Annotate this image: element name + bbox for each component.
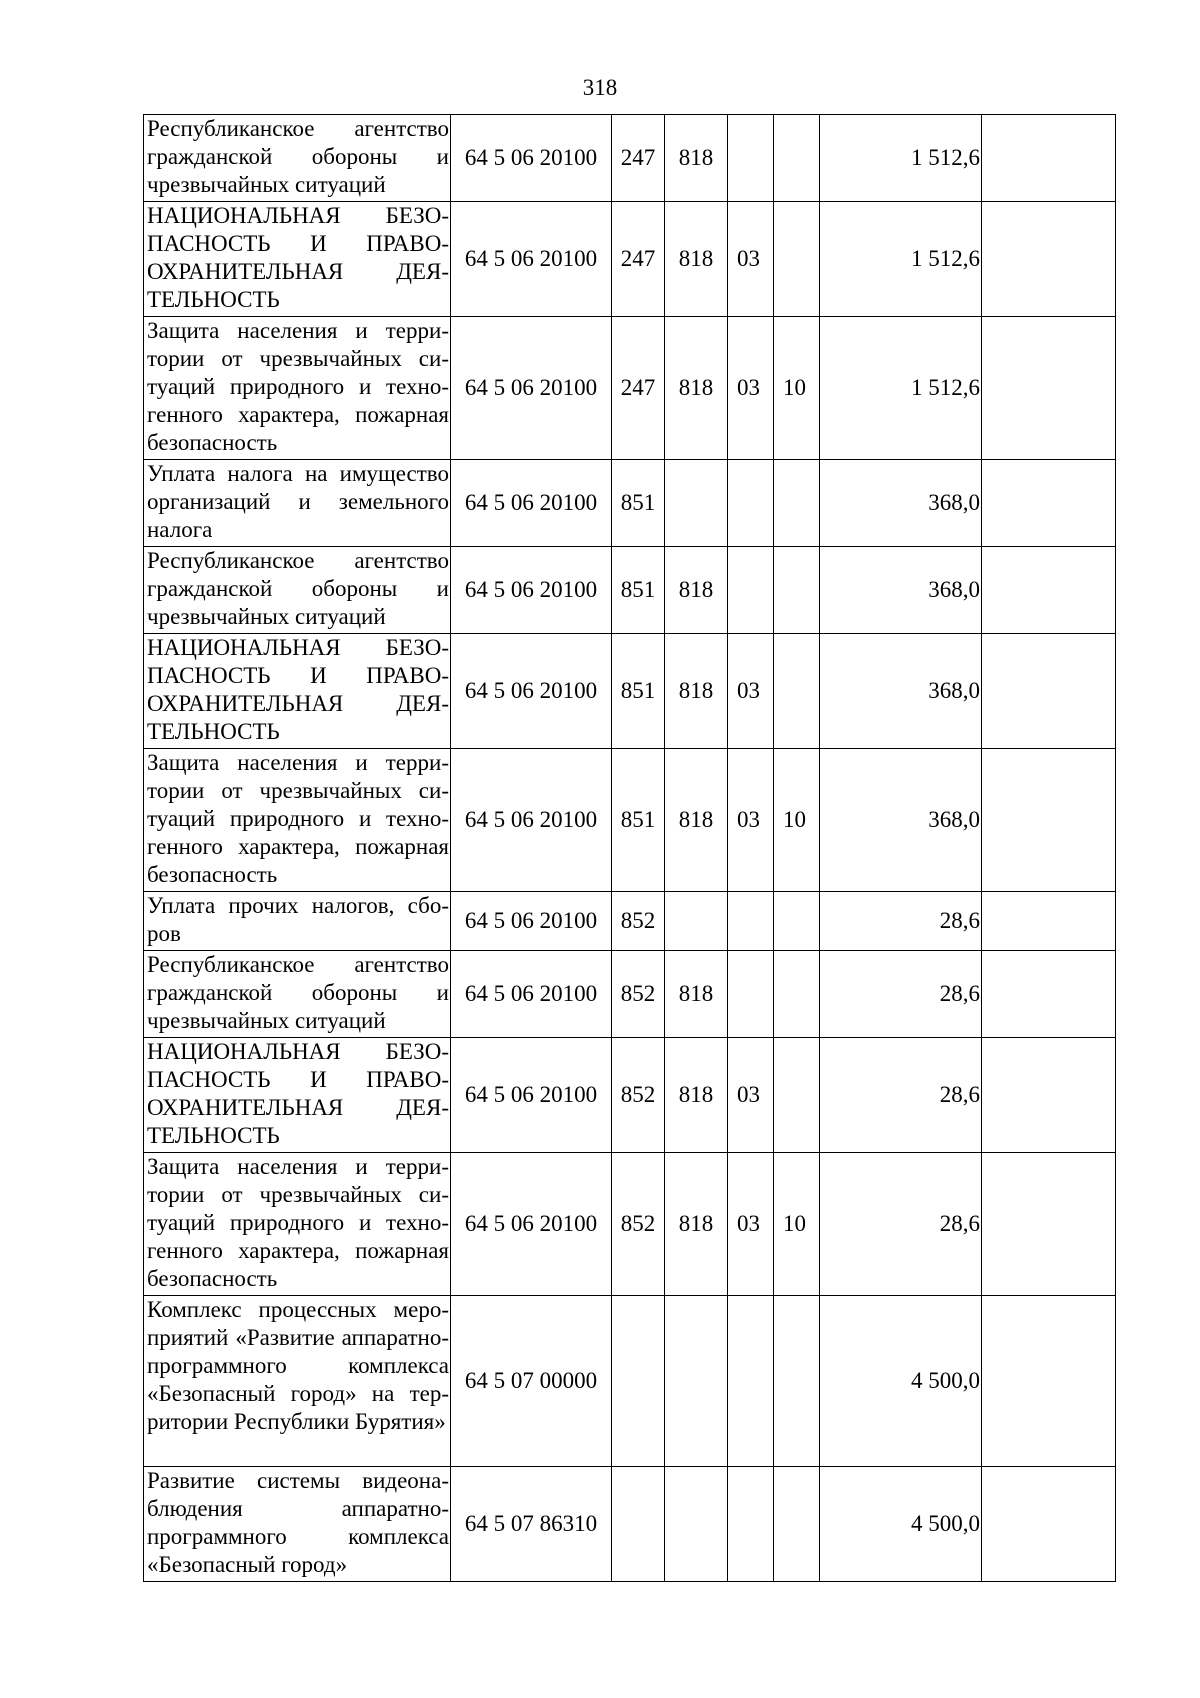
section-cell: 03 bbox=[728, 1038, 774, 1153]
table-row bbox=[144, 892, 1116, 951]
section-cell: 03 bbox=[728, 317, 774, 460]
amount-cell: 4 500,0 bbox=[820, 1467, 982, 1582]
expense-type-cell bbox=[612, 1296, 665, 1467]
expense-type-cell: 851 bbox=[612, 460, 665, 547]
table-row bbox=[144, 951, 1116, 1038]
expense-type-cell: 247 bbox=[612, 202, 665, 317]
target-article-cell: 64 5 06 20100 bbox=[451, 202, 612, 317]
amount-cell: 368,0 bbox=[820, 547, 982, 634]
table-row bbox=[144, 1467, 1116, 1582]
amount-cell: 28,6 bbox=[820, 951, 982, 1038]
subsection-cell bbox=[774, 115, 820, 202]
extra-cell bbox=[982, 202, 1116, 317]
row-name-cell: НАЦИОНАЛЬНАЯ БЕЗОПАСНОСТЬ И ПРАВООХРАНИТЕЛЬНАЯ ДЕЯТЕЛЬНОСТЬ bbox=[144, 202, 451, 317]
extra-cell bbox=[982, 1153, 1116, 1296]
section-cell bbox=[728, 892, 774, 951]
administrator-cell: 818 bbox=[665, 1153, 728, 1296]
target-article-cell: 64 5 06 20100 bbox=[451, 892, 612, 951]
amount-cell: 4 500,0 bbox=[820, 1296, 982, 1467]
section-cell: 03 bbox=[728, 202, 774, 317]
amount-cell: 368,0 bbox=[820, 634, 982, 749]
table-row bbox=[144, 202, 1116, 317]
section-cell: 03 bbox=[728, 634, 774, 749]
expense-type-cell: 247 bbox=[612, 115, 665, 202]
target-article-cell: 64 5 06 20100 bbox=[451, 951, 612, 1038]
table-row bbox=[144, 460, 1116, 547]
subsection-cell bbox=[774, 892, 820, 951]
page-number: 318 bbox=[582, 75, 618, 100]
target-article-cell: 64 5 06 20100 bbox=[451, 317, 612, 460]
administrator-cell: 818 bbox=[665, 951, 728, 1038]
administrator-cell: 818 bbox=[665, 749, 728, 892]
target-article-cell: 64 5 06 20100 bbox=[451, 1153, 612, 1296]
administrator-cell bbox=[665, 1467, 728, 1582]
row-name-cell: Уплата прочих налогов, сборов bbox=[144, 892, 451, 951]
subsection-cell bbox=[774, 460, 820, 547]
administrator-cell: 818 bbox=[665, 115, 728, 202]
table-row bbox=[144, 1038, 1116, 1153]
section-cell bbox=[728, 460, 774, 547]
administrator-cell: 818 bbox=[665, 202, 728, 317]
target-article-cell: 64 5 06 20100 bbox=[451, 460, 612, 547]
target-article-cell: 64 5 06 20100 bbox=[451, 634, 612, 749]
target-article-cell: 64 5 06 20100 bbox=[451, 547, 612, 634]
subsection-cell: 10 bbox=[774, 749, 820, 892]
row-name-cell: Защита населения и территории от чрезвычайных ситуаций природного и техногенного характера, пожарная безопасность bbox=[144, 1153, 451, 1296]
expense-type-cell bbox=[612, 1467, 665, 1582]
amount-cell: 1 512,6 bbox=[820, 317, 982, 460]
subsection-cell bbox=[774, 1467, 820, 1582]
section-cell: 03 bbox=[728, 749, 774, 892]
row-name-cell: Защита населения и территории от чрезвычайных ситуаций природного и техногенного характера, пожарная безопасность bbox=[144, 749, 451, 892]
row-name-cell: Развитие системы видеонаблюдения аппаратно-программного комплекса «Безопасный город» bbox=[144, 1467, 451, 1582]
expense-type-cell: 851 bbox=[612, 749, 665, 892]
target-article-cell: 64 5 07 00000 bbox=[451, 1296, 612, 1467]
expense-type-cell: 247 bbox=[612, 317, 665, 460]
extra-cell bbox=[982, 634, 1116, 749]
row-name-cell: НАЦИОНАЛЬНАЯ БЕЗОПАСНОСТЬ И ПРАВООХРАНИТЕЛЬНАЯ ДЕЯТЕЛЬНОСТЬ bbox=[144, 1038, 451, 1153]
table-row bbox=[144, 634, 1116, 749]
row-name-cell: Республиканское агентство гражданской обороны и чрезвычайных ситуаций bbox=[144, 547, 451, 634]
table-row bbox=[144, 1153, 1116, 1296]
section-cell bbox=[728, 115, 774, 202]
target-article-cell: 64 5 06 20100 bbox=[451, 749, 612, 892]
row-name-cell: Комплекс процессных мероприятий «Развитие аппаратно-программного комплекса «Безопасный город» на территории Республики Бурятия» bbox=[144, 1296, 451, 1467]
subsection-cell bbox=[774, 1038, 820, 1153]
extra-cell bbox=[982, 749, 1116, 892]
amount-cell: 28,6 bbox=[820, 1153, 982, 1296]
administrator-cell: 818 bbox=[665, 547, 728, 634]
amount-cell: 1 512,6 bbox=[820, 115, 982, 202]
section-cell: 03 bbox=[728, 1153, 774, 1296]
table-row bbox=[144, 547, 1116, 634]
budget-table bbox=[143, 114, 1116, 1582]
section-cell bbox=[728, 547, 774, 634]
section-cell bbox=[728, 1296, 774, 1467]
subsection-cell: 10 bbox=[774, 1153, 820, 1296]
row-name-cell: НАЦИОНАЛЬНАЯ БЕЗОПАСНОСТЬ И ПРАВООХРАНИТЕЛЬНАЯ ДЕЯТЕЛЬНОСТЬ bbox=[144, 634, 451, 749]
administrator-cell bbox=[665, 460, 728, 547]
extra-cell bbox=[982, 1467, 1116, 1582]
expense-type-cell: 852 bbox=[612, 1038, 665, 1153]
extra-cell bbox=[982, 892, 1116, 951]
row-name-cell: Защита населения и территории от чрезвычайных ситуаций природного и техногенного характера, пожарная безопасность bbox=[144, 317, 451, 460]
row-name-cell: Уплата налога на имущество организаций и земельного налога bbox=[144, 460, 451, 547]
subsection-cell bbox=[774, 951, 820, 1038]
amount-cell: 28,6 bbox=[820, 892, 982, 951]
extra-cell bbox=[982, 317, 1116, 460]
administrator-cell: 818 bbox=[665, 1038, 728, 1153]
target-article-cell: 64 5 07 86310 bbox=[451, 1467, 612, 1582]
subsection-cell bbox=[774, 1296, 820, 1467]
subsection-cell: 10 bbox=[774, 317, 820, 460]
administrator-cell bbox=[665, 892, 728, 951]
subsection-cell bbox=[774, 634, 820, 749]
row-name-cell: Республиканское агентство гражданской обороны и чрезвычайных ситуаций bbox=[144, 115, 451, 202]
expense-type-cell: 852 bbox=[612, 951, 665, 1038]
target-article-cell: 64 5 06 20100 bbox=[451, 1038, 612, 1153]
expense-type-cell: 851 bbox=[612, 547, 665, 634]
row-name-cell: Республиканское агентство гражданской обороны и чрезвычайных ситуаций bbox=[144, 951, 451, 1038]
target-article-cell: 64 5 06 20100 bbox=[451, 115, 612, 202]
administrator-cell bbox=[665, 1296, 728, 1467]
subsection-cell bbox=[774, 547, 820, 634]
extra-cell bbox=[982, 115, 1116, 202]
expense-type-cell: 852 bbox=[612, 1153, 665, 1296]
section-cell bbox=[728, 951, 774, 1038]
amount-cell: 368,0 bbox=[820, 749, 982, 892]
administrator-cell: 818 bbox=[665, 634, 728, 749]
extra-cell bbox=[982, 951, 1116, 1038]
table-row bbox=[144, 317, 1116, 460]
section-cell bbox=[728, 1467, 774, 1582]
amount-cell: 1 512,6 bbox=[820, 202, 982, 317]
extra-cell bbox=[982, 1038, 1116, 1153]
table-row bbox=[144, 115, 1116, 202]
expense-type-cell: 851 bbox=[612, 634, 665, 749]
expense-type-cell: 852 bbox=[612, 892, 665, 951]
extra-cell bbox=[982, 547, 1116, 634]
table-row bbox=[144, 1296, 1116, 1467]
administrator-cell: 818 bbox=[665, 317, 728, 460]
extra-cell bbox=[982, 1296, 1116, 1467]
subsection-cell bbox=[774, 202, 820, 317]
amount-cell: 368,0 bbox=[820, 460, 982, 547]
extra-cell bbox=[982, 460, 1116, 547]
table-row bbox=[144, 749, 1116, 892]
amount-cell: 28,6 bbox=[820, 1038, 982, 1153]
